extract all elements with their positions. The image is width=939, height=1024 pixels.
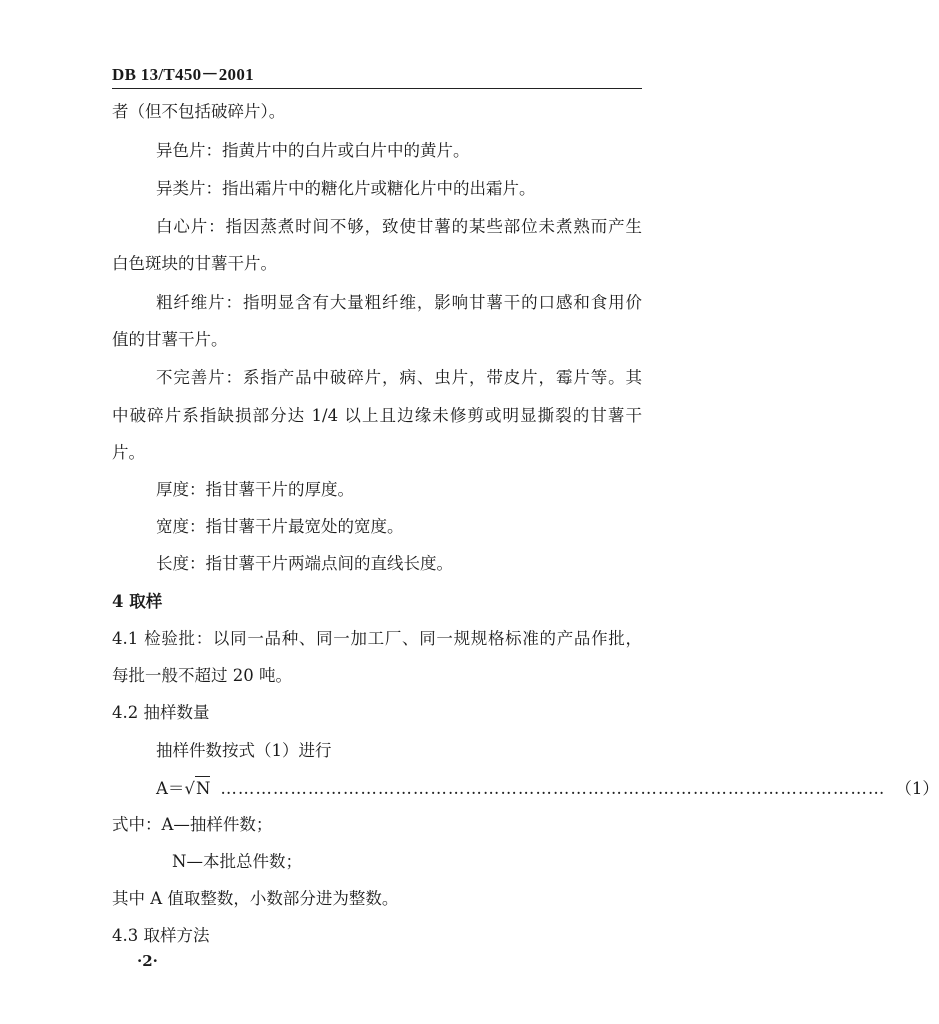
formula-line — [156, 776, 939, 801]
text-line: 不完善片：系指产品中破碎片，病、虫片，带皮片，霉片等。其 — [156, 368, 642, 387]
document-header: DB 13/T450－2001 — [112, 65, 254, 84]
text-line: 抽样件数按式（1）进行 — [156, 741, 332, 760]
formula-radicand: N — [195, 776, 210, 801]
header-rule — [112, 88, 642, 89]
subsection-heading: 4.2 抽样数量 — [112, 703, 210, 722]
text-line: 者（但不包括破碎片）。 — [112, 102, 286, 121]
text-line: 值的甘薯干片。 — [112, 330, 228, 349]
text-line: 长度：指甘薯干片两端点间的直线长度。 — [156, 554, 453, 573]
text-line: 粗纤维片：指明显含有大量粗纤维，影响甘薯干的口感和食用价 — [156, 293, 642, 312]
formula-number: （1） — [895, 778, 939, 798]
subsection-heading: 4.3 取样方法 — [112, 926, 210, 945]
text-line: 宽度：指甘薯干片最宽处的宽度。 — [156, 517, 404, 536]
text-line: 每批一般不超过 20 吨。 — [112, 666, 292, 685]
sqrt-sign: √ — [184, 778, 195, 798]
text-line: 式中：A—抽样件数； — [112, 815, 273, 834]
text-line: 白心片：指因蒸煮时间不够，致使甘薯的某些部位未煮熟而产生 — [156, 217, 642, 236]
text-line: 异类片：指出霜片中的糖化片或糖化片中的出霜片。 — [156, 179, 536, 198]
section-heading: 4 取样 — [112, 592, 163, 611]
text-line: 异色片：指黄片中的白片或白片中的黄片。 — [156, 141, 470, 160]
text-line: 片。 — [112, 443, 145, 462]
text-line: 厚度：指甘薯干片的厚度。 — [156, 480, 354, 499]
formula-leader-dots: …………………………………………………………………………………………………… — [220, 778, 886, 798]
text-line: N—本批总件数； — [172, 852, 302, 871]
text-line: 白色斑块的甘薯干片。 — [112, 254, 277, 273]
text-line: 4.1 检验批：以同一品种、同一加工厂、同一规规格标准的产品作批， — [112, 629, 642, 648]
formula-lhs: A＝ — [156, 778, 185, 798]
page-number: ·2· — [137, 952, 158, 970]
text-line: 其中 A 值取整数，小数部分进为整数。 — [112, 889, 399, 908]
text-line: 中破碎片系指缺损部分达 1/4 以上且边缘未修剪或明显撕裂的甘薯干 — [112, 406, 642, 425]
